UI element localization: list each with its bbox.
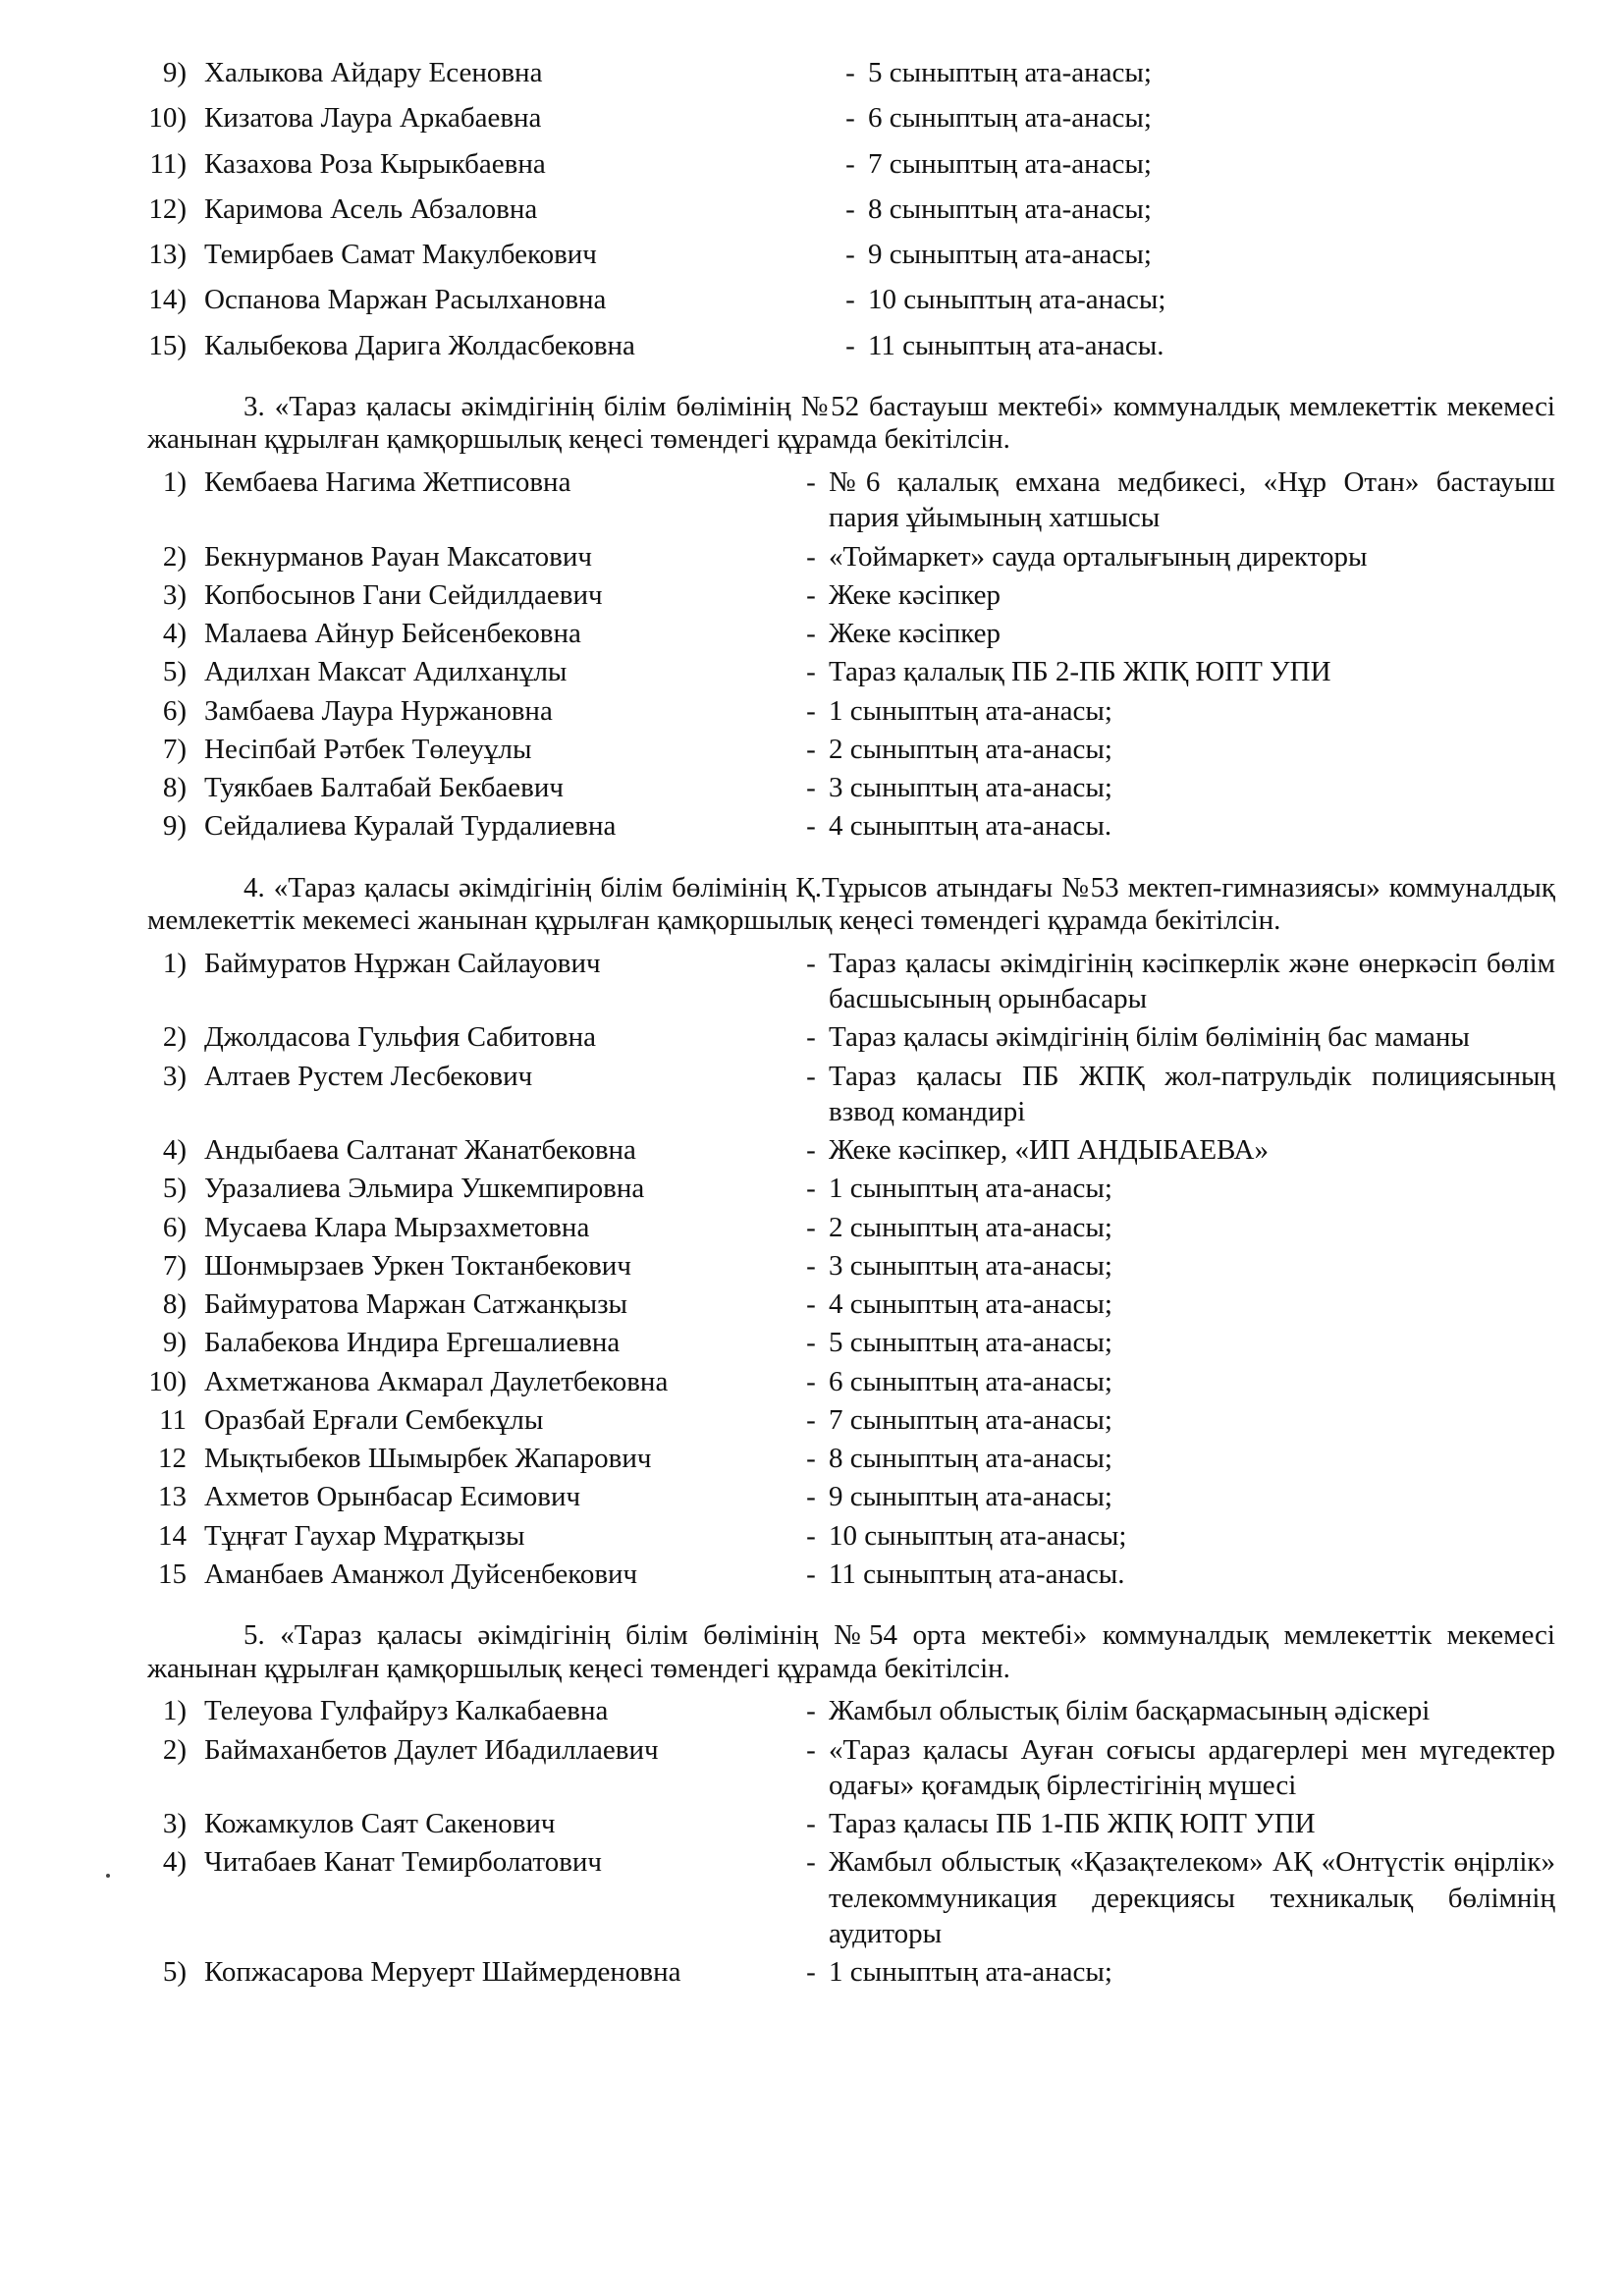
member-role: 4 сыныптың ата-анасы. bbox=[829, 810, 1112, 843]
member-role: Жеке кәсіпкер bbox=[829, 618, 1001, 649]
member-row bbox=[147, 1325, 1555, 1360]
member-number: 13) bbox=[148, 239, 187, 270]
member-role: 6 сыныптың ата-анасы; bbox=[829, 1365, 1112, 1397]
member-row bbox=[147, 1479, 1555, 1514]
member-dash: - bbox=[845, 192, 855, 225]
section-3-heading bbox=[147, 391, 1555, 457]
member-role: «Тараз қаласы Ауған соғысы ардагерлері мен мүгедектер одағы» қоғамдық бірлестігінің мүшесі bbox=[829, 1733, 1555, 1801]
member-dash: - bbox=[806, 1021, 816, 1054]
member-dash: - bbox=[806, 772, 816, 803]
member-row bbox=[147, 1441, 1555, 1476]
member-role: 5 сыныптың ата-анасы; bbox=[829, 1327, 1112, 1359]
member-dash: - bbox=[806, 1481, 816, 1513]
member-role: Жеке кәсіпкер, «ИП АНДЫБАЕВА» bbox=[829, 1134, 1269, 1166]
member-number: 1) bbox=[162, 466, 187, 498]
member-dash: - bbox=[806, 1288, 816, 1320]
member-row bbox=[147, 328, 1555, 363]
member-name: Халыкова Айдару Есеновна bbox=[204, 57, 543, 88]
member-name: Баймуратов Нұржан Сайлауович bbox=[204, 947, 601, 979]
member-role: Тараз қаласы ПБ 1-ПБ ЖПҚ ЮПТ УПИ bbox=[829, 1808, 1316, 1839]
member-name: Оспанова Маржан Расылхановна bbox=[204, 284, 607, 316]
member-number: 3) bbox=[162, 1808, 187, 1839]
member-name: Копбосынов Гани Сейдилдаевич bbox=[204, 578, 603, 611]
member-role: 2 сыныптың ата-анасы; bbox=[829, 733, 1112, 765]
member-number: 14) bbox=[148, 284, 187, 316]
member-dash: - bbox=[806, 810, 816, 843]
member-number: 5) bbox=[162, 1956, 187, 1988]
member-row bbox=[147, 770, 1555, 805]
section-5-heading bbox=[147, 1619, 1555, 1685]
member-name: Оразбай Ерғали Сембекұлы bbox=[204, 1403, 544, 1436]
member-row bbox=[147, 1364, 1555, 1399]
section-4-heading-text: 4. «Тараз қаласы әкімдігінің білім бөлімінің Қ.Тұрысов атындағы №53 мектеп-гимназиясы» коммуналдық мемлекеттік мекемесі жанынан құрылған қамқоршылық кеңесі төмендегі құрамда бекітілсін. bbox=[147, 871, 1555, 937]
member-dash: - bbox=[845, 102, 855, 135]
member-dash: - bbox=[806, 1733, 816, 1766]
member-dash: - bbox=[845, 329, 855, 361]
member-name: Балабекова Индира Ергешалиевна bbox=[204, 1327, 621, 1359]
section-3-member-list bbox=[147, 465, 1555, 845]
member-dash: - bbox=[806, 1327, 816, 1359]
member-name: Темирбаев Самат Макулбекович bbox=[204, 239, 597, 270]
member-number: 12) bbox=[148, 192, 187, 225]
member-name: Копжасарова Меруерт Шаймерденовна bbox=[204, 1956, 681, 1988]
section-3 bbox=[147, 391, 1555, 845]
member-dash: - bbox=[806, 694, 816, 727]
member-name: Мықтыбеков Шымырбек Жапарович bbox=[204, 1443, 652, 1474]
member-name: Сейдалиева Куралай Турдалиевна bbox=[204, 810, 617, 843]
member-name: Ахметжанова Акмарал Даулетбековна bbox=[204, 1365, 669, 1397]
member-role: 8 сыныптың ата-анасы; bbox=[868, 192, 1152, 225]
member-dash: - bbox=[806, 1365, 816, 1397]
member-row bbox=[147, 1019, 1555, 1055]
member-row bbox=[147, 146, 1555, 182]
member-row bbox=[147, 1954, 1555, 1990]
member-row bbox=[147, 577, 1555, 613]
member-row bbox=[147, 1844, 1555, 1951]
member-number: 9) bbox=[162, 810, 187, 843]
member-row bbox=[147, 1557, 1555, 1592]
member-number: 6) bbox=[162, 694, 187, 727]
member-row bbox=[147, 1132, 1555, 1168]
member-dash: - bbox=[806, 1173, 816, 1205]
member-dash: - bbox=[806, 1443, 816, 1474]
member-role: 6 сыныптың ата-анасы; bbox=[868, 102, 1152, 135]
member-name: Аманбаев Аманжол Дуйсенбекович bbox=[204, 1558, 638, 1590]
member-name: Казахова Роза Кырыкбаевна bbox=[204, 147, 546, 180]
member-name: Бекнурманов Рауан Максатович bbox=[204, 540, 592, 573]
member-name: Несіпбай Рәтбек Төлеуұлы bbox=[204, 733, 532, 765]
member-number: 15) bbox=[148, 329, 187, 361]
section-4-member-list bbox=[147, 946, 1555, 1592]
member-role: Тараз қаласы ПБ ЖПҚ жол-патрульдік полициясының взвод командирі bbox=[829, 1060, 1555, 1127]
member-role: Тараз қаласы әкімдігінің кәсіпкерлік және өнеркәсіп бөлім басшысының орынбасары bbox=[829, 947, 1555, 1014]
member-dash: - bbox=[845, 239, 855, 270]
member-row bbox=[147, 1210, 1555, 1245]
member-role: «Тоймаркет» сауда орталығының директоры bbox=[829, 540, 1368, 573]
member-row bbox=[147, 1248, 1555, 1284]
member-name: Мусаева Клара Мырзахметовна bbox=[204, 1211, 590, 1243]
member-name: Уразалиева Эльмира Ушкемпировна bbox=[204, 1173, 645, 1205]
member-row bbox=[147, 1059, 1555, 1130]
member-role: 10 сыныптың ата-анасы; bbox=[829, 1519, 1127, 1552]
member-number: 11 bbox=[159, 1403, 187, 1436]
member-name: Каримова Асель Абзаловна bbox=[204, 192, 538, 225]
member-dash: - bbox=[845, 147, 855, 180]
member-dash: - bbox=[806, 1695, 816, 1727]
member-name: Кожамкулов Саят Сакенович bbox=[204, 1808, 556, 1839]
member-dash: - bbox=[845, 284, 855, 316]
member-role: 4 сыныптың ата-анасы; bbox=[829, 1288, 1112, 1320]
member-role: Тараз қаласы әкімдігінің білім бөлімінің бас маманы bbox=[829, 1021, 1470, 1054]
member-number: 12 bbox=[158, 1443, 187, 1474]
member-name: Андыбаева Салтанат Жанатбековна bbox=[204, 1134, 636, 1166]
member-row bbox=[147, 100, 1555, 136]
member-row bbox=[147, 616, 1555, 651]
member-dash: - bbox=[845, 57, 855, 88]
member-role: Жамбыл облыстық білім басқармасының әдіскері bbox=[829, 1695, 1431, 1727]
member-number: 2) bbox=[162, 1733, 187, 1766]
member-row bbox=[147, 55, 1555, 90]
member-role: 5 сыныптың ата-анасы; bbox=[868, 57, 1152, 88]
member-number: 6) bbox=[162, 1211, 187, 1243]
member-name: Джолдасова Гульфия Сабитовна bbox=[204, 1021, 596, 1054]
member-row bbox=[147, 539, 1555, 574]
member-dash: - bbox=[806, 1403, 816, 1436]
member-role: 8 сыныптың ата-анасы; bbox=[829, 1443, 1112, 1474]
section-5 bbox=[147, 1619, 1555, 1990]
member-row bbox=[147, 946, 1555, 1017]
member-name: Кембаева Нагима Жетписовна bbox=[204, 466, 571, 498]
member-role: 3 сыныптың ата-анасы; bbox=[829, 772, 1112, 803]
member-name: Баймаханбетов Даулет Ибадиллаевич bbox=[204, 1733, 659, 1766]
member-number: 2) bbox=[162, 1021, 187, 1054]
member-row bbox=[147, 732, 1555, 767]
member-role: 9 сыныптың ата-анасы; bbox=[868, 239, 1152, 270]
member-number: 8) bbox=[162, 772, 187, 803]
member-row bbox=[147, 237, 1555, 272]
member-number: 2) bbox=[162, 540, 187, 573]
member-row bbox=[147, 282, 1555, 317]
member-dash: - bbox=[806, 1249, 816, 1282]
member-role: 1 сыныптың ата-анасы; bbox=[829, 1173, 1112, 1205]
member-dash: - bbox=[806, 540, 816, 573]
section-5-heading-text: 5. «Тараз қаласы әкімдігінің білім бөлімінің №54 орта мектебі» коммуналдық мемлекеттік мекемесі жанынан құрылған қамқоршылық кеңесі төмендегі құрамда бекітілсін. bbox=[147, 1619, 1555, 1684]
member-dash: - bbox=[806, 1060, 816, 1092]
member-name: Ахметов Орынбасар Есимович bbox=[204, 1481, 581, 1513]
section-4 bbox=[147, 872, 1555, 1593]
member-role: 3 сыныптың ата-анасы; bbox=[829, 1249, 1112, 1282]
member-number: 10) bbox=[148, 1365, 187, 1397]
member-role: 11 сыныптың ата-анасы. bbox=[829, 1558, 1125, 1590]
member-row bbox=[147, 1171, 1555, 1206]
member-number: 15 bbox=[158, 1558, 187, 1590]
section-4-heading bbox=[147, 872, 1555, 938]
section-5-member-list bbox=[147, 1693, 1555, 1990]
member-name: Читабаев Канат Темирболатович bbox=[204, 1846, 603, 1879]
member-name: Тұңғат Гаухар Мұратқызы bbox=[204, 1519, 525, 1552]
member-number: 4) bbox=[162, 618, 187, 649]
member-dash: - bbox=[806, 1134, 816, 1166]
member-row bbox=[147, 1402, 1555, 1438]
member-dash: - bbox=[806, 578, 816, 611]
member-number: 13 bbox=[158, 1481, 187, 1513]
member-number: 4) bbox=[162, 1846, 187, 1879]
member-row bbox=[147, 1693, 1555, 1728]
member-row bbox=[147, 1518, 1555, 1554]
member-dash: - bbox=[806, 466, 816, 498]
member-role: №6 қалалық емхана медбикесі, «Нұр Отан» бастауыш пария ұйымының хатшысы bbox=[829, 466, 1555, 534]
member-role: 11 сыныптың ата-анасы. bbox=[868, 329, 1164, 361]
member-number: 5) bbox=[162, 1173, 187, 1205]
member-name: Замбаева Лаура Нуржановна bbox=[204, 694, 553, 727]
member-number: 9) bbox=[162, 57, 187, 88]
member-role: 7 сыныптың ата-анасы; bbox=[829, 1403, 1112, 1436]
member-number: 8) bbox=[162, 1288, 187, 1320]
member-dash: - bbox=[806, 618, 816, 649]
member-role: 1 сыныптың ата-анасы; bbox=[829, 1956, 1112, 1988]
member-row bbox=[147, 693, 1555, 729]
member-dash: - bbox=[806, 656, 816, 688]
member-row bbox=[147, 808, 1555, 844]
member-name: Калыбекова Дарига Жолдасбековна bbox=[204, 329, 635, 361]
member-dash: - bbox=[806, 1808, 816, 1839]
member-number: 14 bbox=[158, 1519, 187, 1552]
member-name: Телеуова Гулфайруз Калкабаевна bbox=[204, 1695, 609, 1727]
member-role: 2 сыныптың ата-анасы; bbox=[829, 1211, 1112, 1243]
member-dash: - bbox=[806, 733, 816, 765]
member-number: 9) bbox=[162, 1327, 187, 1359]
top-member-list bbox=[147, 55, 1555, 363]
member-dash: - bbox=[806, 1846, 816, 1879]
member-number: 1) bbox=[162, 947, 187, 979]
scan-speck bbox=[106, 1874, 110, 1878]
member-row bbox=[147, 191, 1555, 227]
member-number: 7) bbox=[162, 1249, 187, 1282]
member-row bbox=[147, 465, 1555, 536]
section-3-heading-text: 3. «Тараз қаласы әкімдігінің білім бөлімінің №52 бастауыш мектебі» коммуналдық мемлекеттік мекемесі жанынан құрылған қамқоршылық кеңесі төмендегі құрамда бекітілсін. bbox=[147, 390, 1555, 456]
member-role: Тараз қалалық ПБ 2-ПБ ЖПҚ ЮПТ УПИ bbox=[829, 656, 1331, 688]
member-number: 10) bbox=[148, 102, 187, 135]
member-row bbox=[147, 1806, 1555, 1841]
member-row bbox=[147, 1286, 1555, 1322]
member-number: 11) bbox=[149, 147, 187, 180]
member-role: 10 сыныптың ата-анасы; bbox=[868, 284, 1166, 316]
member-row bbox=[147, 1732, 1555, 1804]
member-role: 7 сыныптың ата-анасы; bbox=[868, 147, 1152, 180]
member-number: 3) bbox=[162, 1060, 187, 1092]
member-dash: - bbox=[806, 1558, 816, 1590]
member-number: 1) bbox=[162, 1695, 187, 1727]
member-dash: - bbox=[806, 1211, 816, 1243]
member-dash: - bbox=[806, 1519, 816, 1552]
member-name: Баймуратова Маржан Сатжанқызы bbox=[204, 1288, 628, 1320]
member-row bbox=[147, 654, 1555, 689]
member-name: Кизатова Лаура Аркабаевна bbox=[204, 102, 542, 135]
member-name: Адилхан Максат Адилханұлы bbox=[204, 656, 568, 688]
member-role: Жеке кәсіпкер bbox=[829, 578, 1001, 611]
member-name: Малаева Айнур Бейсенбековна bbox=[204, 618, 581, 649]
member-number: 4) bbox=[162, 1134, 187, 1166]
member-dash: - bbox=[806, 1956, 816, 1988]
member-number: 5) bbox=[162, 656, 187, 688]
member-number: 7) bbox=[162, 733, 187, 765]
member-name: Туякбаев Балтабай Бекбаевич bbox=[204, 772, 564, 803]
member-name: Шонмырзаев Уркен Токтанбекович bbox=[204, 1249, 631, 1282]
member-role: Жамбыл облыстық «Қазақтелеком» АҚ «Онтүстік өңірлік» телекоммуникация дерекциясы техникалық бөлімнің аудиторы bbox=[829, 1846, 1555, 1949]
member-role: 1 сыныптың ата-анасы; bbox=[829, 694, 1112, 727]
member-dash: - bbox=[806, 947, 816, 979]
member-number: 3) bbox=[162, 578, 187, 611]
member-name: Алтаев Рустем Лесбекович bbox=[204, 1060, 533, 1092]
member-role: 9 сыныптың ата-анасы; bbox=[829, 1481, 1112, 1513]
